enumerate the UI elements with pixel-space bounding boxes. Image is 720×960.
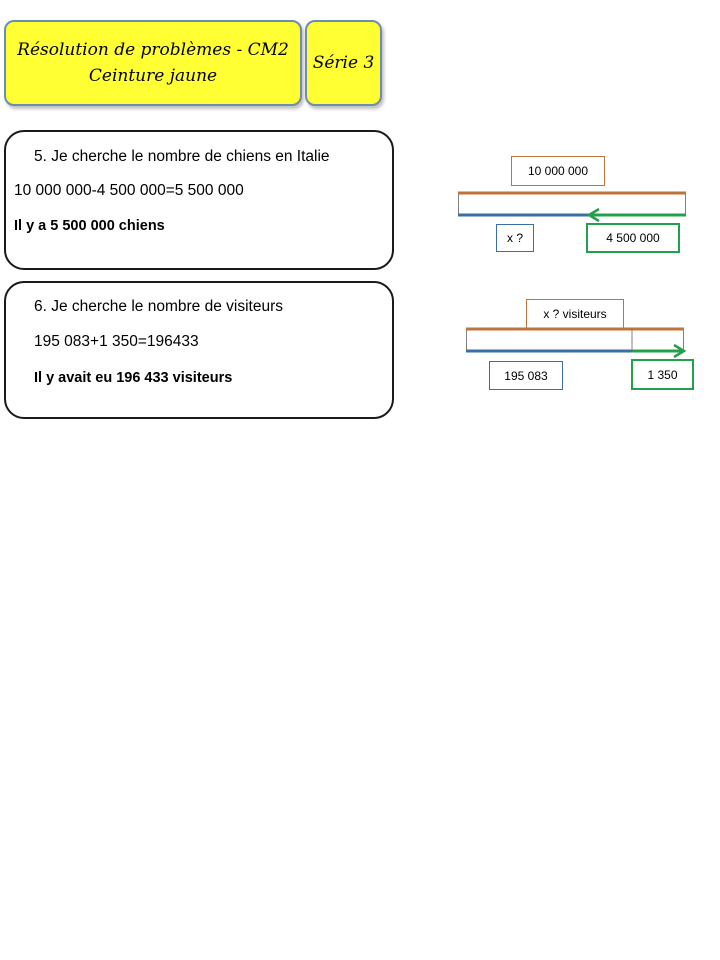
title-line-2: Ceinture jaune xyxy=(88,66,218,86)
problem-6-box xyxy=(4,281,394,419)
problem-5-box xyxy=(4,130,394,270)
diagram-1-total-label: 10 000 000 xyxy=(511,156,605,186)
problem-5-calculation: 10 000 000-4 500 000=5 500 000 xyxy=(14,182,244,199)
diagram-2-known-label: 195 083 xyxy=(489,361,563,390)
diagram-2-total-label: x ? visiteurs xyxy=(526,299,624,329)
problem-5-statement: 5. Je cherche le nombre de chiens en Italie xyxy=(34,148,330,165)
bar-model-diagram-1 xyxy=(455,150,695,260)
problem-5-answer: Il y a 5 500 000 chiens xyxy=(14,218,165,234)
diagram-2-added-label: 1 350 xyxy=(631,359,694,390)
diagram-1-unknown-label: x ? xyxy=(496,224,534,252)
serie-label: Série 3 xyxy=(312,53,375,73)
title-banner xyxy=(4,20,302,106)
problem-6-calculation: 195 083+1 350=196433 xyxy=(34,333,199,350)
title-line-1: Résolution de problèmes - CM2 xyxy=(17,40,289,60)
diagram-1-known-label: 4 500 000 xyxy=(586,223,680,253)
serie-badge xyxy=(305,20,382,106)
problem-6-answer: Il y avait eu 196 433 visiteurs xyxy=(34,370,233,386)
bar-model-diagram-2 xyxy=(455,296,695,396)
problem-6-statement: 6. Je cherche le nombre de visiteurs xyxy=(34,298,283,315)
